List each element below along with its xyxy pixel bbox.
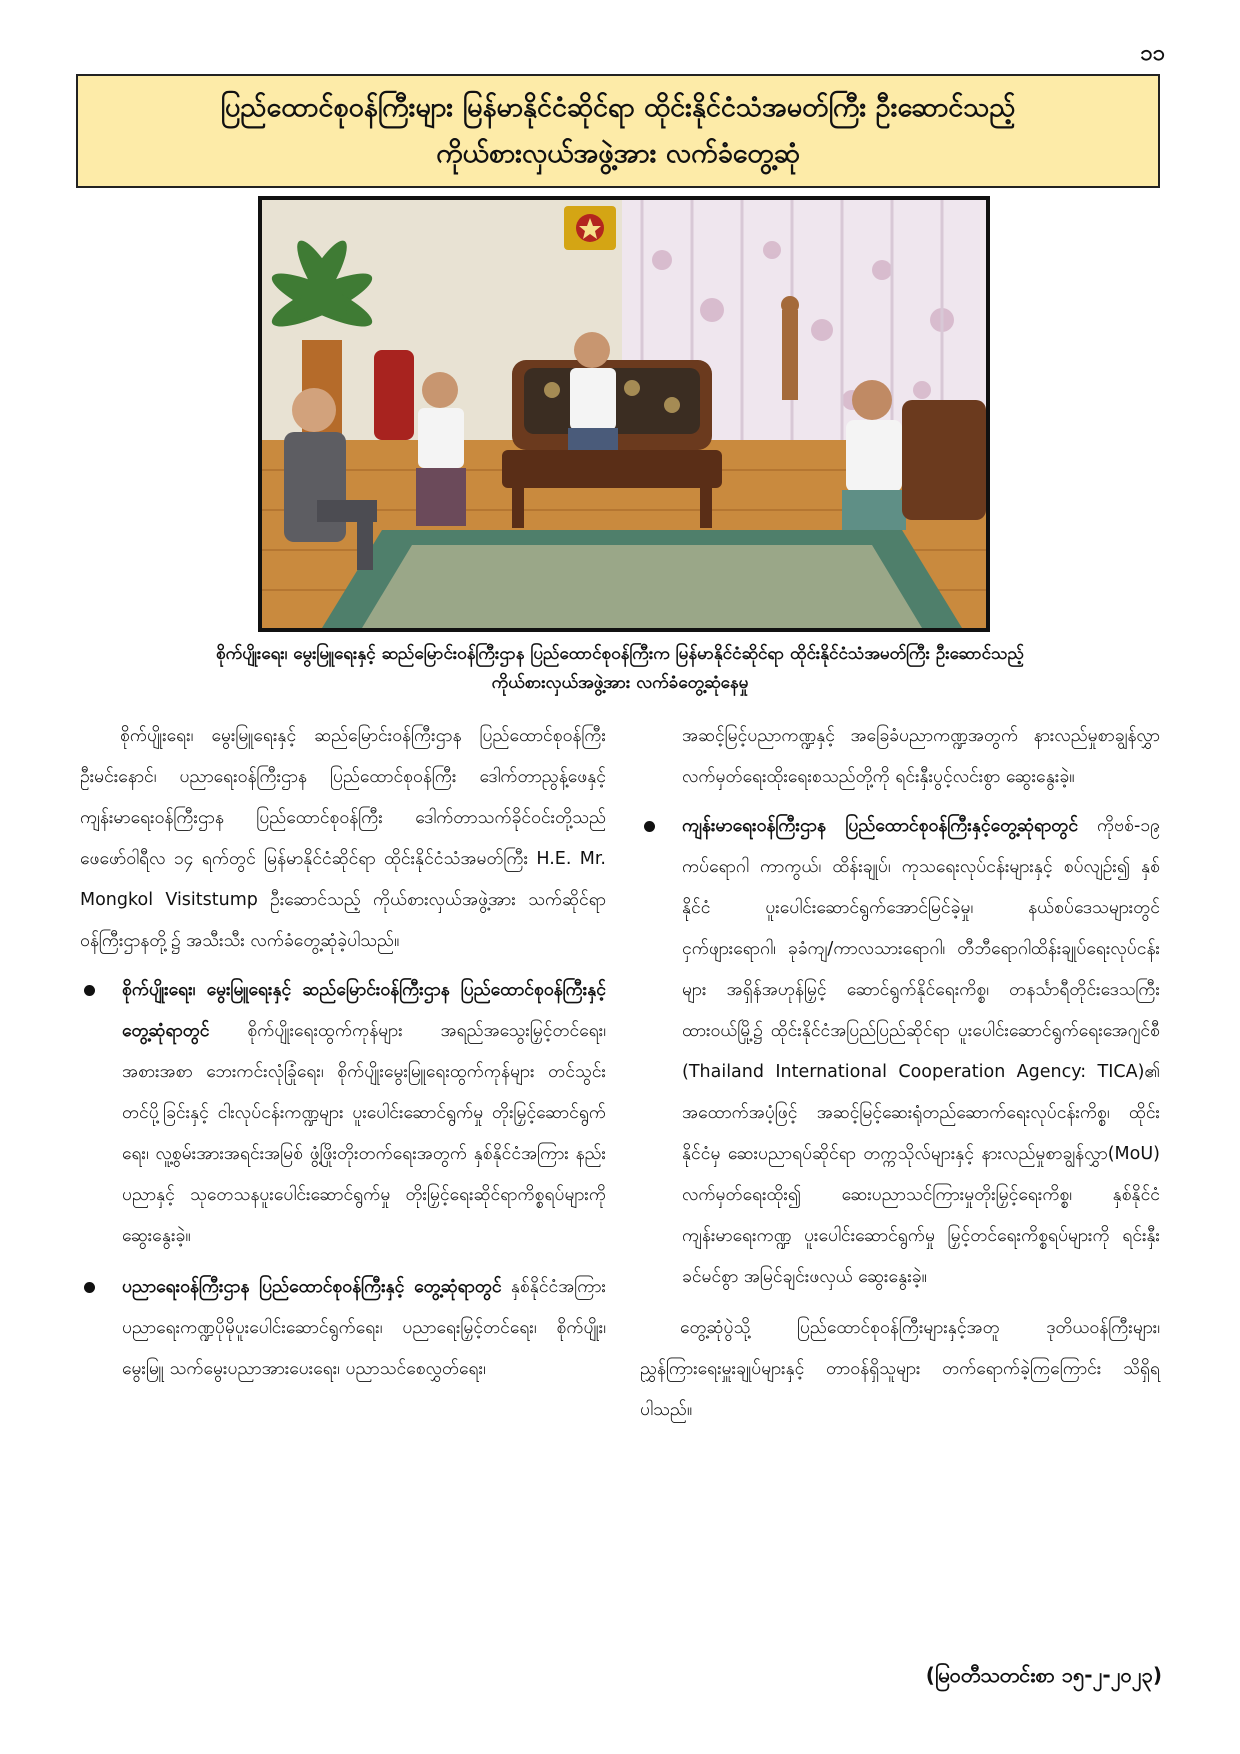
source-credit: (မြဝတီသတင်းစာ ၁၅-၂-၂၀၂၃) [925, 1663, 1162, 1687]
intro-paragraph: စိုက်ပျိုးရေး၊ မွေးမြူရေးနှင့် ဆည်မြောင်းဝန်ကြီးဌာန ပြည်ထောင်စုဝန်ကြီး ဦးမင်းနောင်၊ ပညာရေးဝန်ကြီးဌာန ပြည်ထောင်စုဝန်ကြီး ဒေါက်တာညွန့်ဖေနှင့် ကျန်းမာရေးဝန်ကြီးဌာန ပြည်ထောင်စုဝန်ကြီး ဒေါက်တာသက်ခိုင်ဝင်းတို့သည် ဖေဖော်ဝါရီလ ၁၄ ရက်တွင် မြန်မာနိုင်ငံဆိုင်ရာ ထိုင်းနိုင်ငံသံအမတ်ကြီး H.E. Mr. Mongkol Visitstump ဦးဆောင်သည့် ကိုယ်စားလှယ်အဖွဲ့အား သက်ဆိုင်ရာဝန်ကြီးဌာနတို့၌ အသီးသီး လက်ခံတွေ့ဆုံခဲ့ပါသည်။ [80, 726, 606, 951]
headline-line-2: ကိုယ်စားလှယ်အဖွဲ့အား လက်ခံတွေ့ဆုံ [436, 138, 800, 169]
bullet-agriculture-heading: စိုက်ပျိုးရေး၊ မွေးမြူရေးနှင့် ဆည်မြောင်းဝန်ကြီးဌာန ပြည်ထောင်စုဝန်ကြီးနှင့်တွေ့ဆုံရာတွင် [122, 980, 606, 1041]
closing-paragraph: တွေ့ဆုံပွဲသို့ ပြည်ထောင်စုဝန်ကြီးများနှင့်အတူ ဒုတိယဝန်ကြီးများ၊ ညွှန်ကြားရေးမှူးချုပ်များနှင့် တာဝန်ရှိသူများ တက်ရောက်ခဲ့ကြကြောင်း သိရှိရပါသည်။ [640, 1318, 1160, 1420]
state-emblem-icon [564, 206, 616, 250]
caption-line-1: စိုက်ပျိုးရေး၊ မွေးမြူရေးနှင့် ဆည်မြောင်းဝန်ကြီးဌာန ပြည်ထောင်စုဝန်ကြီးက မြန်မာနိုင်ငံဆိုင်ရာ ထိုင်းနိုင်ငံသံအမတ်ကြီး ဦးဆောင်သည့် [216, 644, 1024, 664]
right-column [640, 716, 1160, 1439]
left-column [80, 716, 606, 1400]
page-number: ၁၁ [1140, 41, 1165, 66]
bullet-dot-icon [84, 985, 95, 996]
bullet-health [640, 806, 1160, 1298]
bullet-education-heading: ပညာရေးဝန်ကြီးဌာန ပြည်ထောင်စုဝန်ကြီးနှင့် တွေ့ဆုံရာတွင် [122, 1277, 502, 1297]
headline-line-1: ပြည်ထောင်စုဝန်ကြီးများ မြန်မာနိုင်ငံဆိုင်ရာ ထိုင်းနိုင်ငံသံအမတ်ကြီး ဦးဆောင်သည့် [220, 92, 1016, 123]
bullet-education [80, 1267, 606, 1390]
photo-caption [70, 640, 1170, 698]
bullet-health-heading: ကျန်းမာရေးဝန်ကြီးဌာန ပြည်ထောင်စုဝန်ကြီးနှင့်တွေ့ဆုံရာတွင် [682, 816, 1079, 836]
bullet-education-text: နှစ်နိုင်ငံအကြား ပညာရေးကဏ္ဍပိုမိုပူးပေါင်းဆောင်ရွက်ရေး၊ ပညာရေးမြှင့်တင်ရေး၊ စိုက်ပျိုး၊ မွေးမြူ သက်မွေးပညာအားပေးရေး၊ ပညာသင်စေလွှတ်ရေး၊ [122, 1277, 606, 1379]
bullet-agriculture-text: စိုက်ပျိုးရေးထွက်ကုန်များ အရည်အသွေးမြှင့်တင်ရေး၊ အစားအစာ ဘေးကင်းလုံခြုံရေး၊ စိုက်ပျိုးမွေးမြူရေးထွက်ကုန်များ တင်သွင်းတင်ပို့ခြင်းနှင့် ငါးလုပ်ငန်းကဏ္ဍများ ပူးပေါင်းဆောင်ရွက်မှု တိုးမြှင့်ဆောင်ရွက်ရေး၊ လူ့စွမ်းအားအရင်းအမြစ် ဖွံ့ဖြိုးတိုးတက်ရေးအတွက် နှစ်နိုင်ငံအကြား နည်းပညာနှင့် သုတေသနပူးပေါင်းဆောင်ရွက်မှု တိုးမြှင့်ရေးဆိုင်ရာကိစ္စရပ်များကို ဆွေးနွေးခဲ့။ [122, 1021, 606, 1246]
bullet-dot-icon [84, 1282, 95, 1293]
meeting-photo [258, 196, 990, 632]
education-continuation: အဆင့်မြင့်ပညာကဏ္ဍနှင့် အခြေခံပညာကဏ္ဍအတွက် နားလည်မှုစာချွန်လွှာ လက်မှတ်ရေးထိုးရေးစသည်တို့ကို ရင်းနှီးပွင့်လင်းစွာ ဆွေးနွေးခဲ့။ [682, 726, 1160, 787]
bullet-agriculture [80, 970, 606, 1257]
bullet-health-text: ကိုဗစ်-၁၉ ကပ်ရောဂါ ကာကွယ်၊ ထိန်းချုပ်၊ ကုသရေးလုပ်ငန်းများနှင့် စပ်လျဉ်း၍ နှစ်နိုင်ငံ ပူးပေါင်းဆောင်ရွက်အောင်မြင်ခဲ့မှု၊ နယ်စပ်ဒေသများတွင် ငှက်ဖျားရောဂါ၊ ခုခံကျ/ကာလသားရောဂါ၊ တီဘီရောဂါထိန်းချုပ်ရေးလုပ်ငန်းများ အရှိန်အဟုန်မြှင့် ဆောင်ရွက်နိုင်ရေးကိစ္စ၊ တနင်္သာရီတိုင်းဒေသကြီး ထားဝယ်မြို့၌ ထိုင်းနိုင်ငံအပြည်ပြည်ဆိုင်ရာ ပူးပေါင်းဆောင်ရွက်ရေးအေဂျင်စီ (Thailand International Cooperation Agency: TICA)၏ အထောက်အပံ့ဖြင့် အဆင့်မြင့်ဆေးရုံတည်ဆောက်ရေးလုပ်ငန်းကိစ္စ၊ ထိုင်းနိုင်ငံမှ ဆေးပညာရပ်ဆိုင်ရာ တက္ကသိုလ်များနှင့် နားလည်မှုစာချွန်လွှာ(MoU) လက်မှတ်ရေးထိုး၍ ဆေးပညာသင်ကြားမှုတိုးမြှင့်ရေးကိစ္စ၊ နှစ်နိုင်ငံကျန်းမာရေးကဏ္ဍ ပူးပေါင်းဆောင်ရွက်မှု မြှင့်တင်ရေးကိစ္စရပ်များကို ရင်းနှီးခင်မင်စွာ အမြင်ချင်းဖလှယ် ဆွေးနွေးခဲ့။ [682, 816, 1160, 1287]
bullet-dot-icon [644, 821, 655, 832]
headline-box [76, 74, 1160, 188]
caption-line-2: ကိုယ်စားလှယ်အဖွဲ့အား လက်ခံတွေ့ဆုံနေမှု [491, 673, 749, 693]
